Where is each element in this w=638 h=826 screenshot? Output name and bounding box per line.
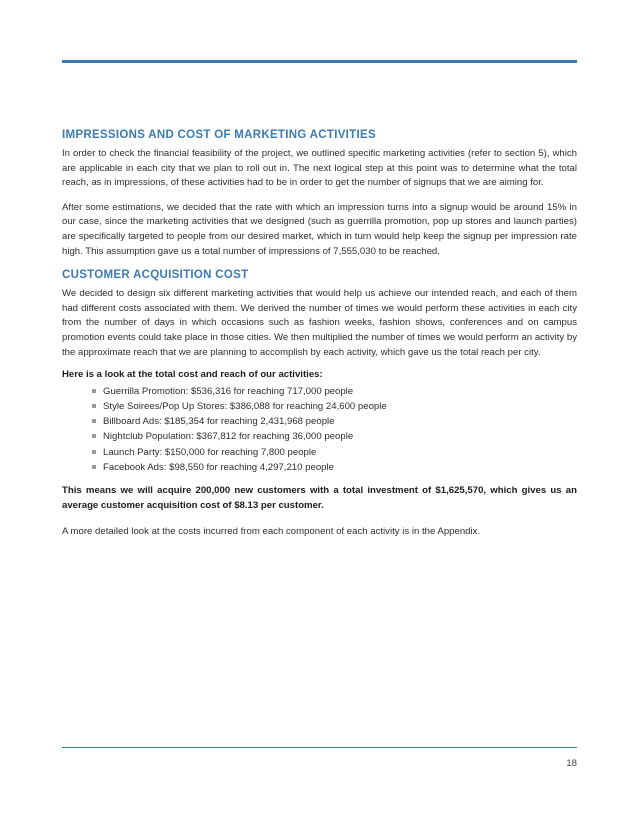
list-item	[92, 445, 577, 460]
header-rule	[62, 60, 577, 63]
section-heading-acquisition-cost: CUSTOMER ACQUISITION COST	[62, 269, 249, 282]
activity-text: Style Soirees/Pop Up Stores: $386,088 for reaching 24,600 people	[103, 400, 387, 412]
page-content	[62, 128, 577, 540]
list-item	[92, 399, 577, 414]
paragraph-feasibility: In order to check the financial feasibility of the project, we outlined specific marketing activities (refer to section 5), which are applicable in each city that we plan to roll out in. The next logical step at this point was to determine what the total reach, as in impressions, of these activities had to be in order to get the number of signups that we are aiming for.	[62, 148, 577, 189]
square-bullet-icon	[92, 404, 96, 408]
list-item	[92, 460, 577, 475]
list-item	[92, 429, 577, 444]
square-bullet-icon	[92, 434, 96, 438]
activity-text: Guerrilla Promotion: $536,316 for reaching 717,000 people	[103, 385, 354, 397]
activities-lead: Here is a look at the total cost and reach of our activities:	[62, 369, 323, 381]
list-item	[92, 384, 577, 399]
paragraph-estimations: After some estimations, we decided that the rate with which an impression turns into a signup would be around 15% in our case, since the marketing activities that we designed (such as guerrilla promotion, pop up stores and launch parties) are specifically targeted to people from our desired market, which in turn would help keep the signup per impression rate high. This assumption gave us a total number of impressions of 7,555,030 to be reached.	[62, 201, 577, 257]
activities-list	[62, 384, 577, 475]
summary-paragraph: This means we will acquire 200,000 new customers with a total investment of $1,625,570, which gives us an average customer acquisition cost of $8.13 per customer.	[62, 484, 577, 511]
activity-text: Launch Party: $150,000 for reaching 7,800 people	[103, 446, 317, 458]
square-bullet-icon	[92, 465, 96, 469]
appendix-note: A more detailed look at the costs incurred from each component of each activity is in the Appendix.	[62, 526, 481, 538]
square-bullet-icon	[92, 389, 96, 393]
activity-text: Facebook Ads: $98,550 for reaching 4,297,210 people	[103, 461, 334, 473]
footer-rule	[62, 747, 577, 748]
paragraph-marketing-activities: We decided to design six different marketing activities that would help us achieve our intended reach, and each of them had different costs associated with them. We derived the number of times we would perform these activities in each city from the number of days in which occasions such as fashion weeks, fashion shows, conferences and on campus promotion events could take place in those cities. We then multiplied the number of times we would perform an activity by the approximate reach that we are planning to accomplish by each activity, which gave us the total reach per city.	[62, 288, 577, 358]
activity-text: Billboard Ads: $185,354 for reaching 2,431,968 people	[103, 416, 335, 428]
list-item	[92, 414, 577, 429]
activity-text: Nightclub Population: $367,812 for reaching 36,000 people	[103, 431, 354, 443]
square-bullet-icon	[92, 450, 96, 454]
section-heading-impressions: IMPRESSIONS AND COST OF MARKETING ACTIVITIES	[62, 129, 376, 141]
page-number: 18	[566, 758, 577, 769]
square-bullet-icon	[92, 419, 96, 423]
